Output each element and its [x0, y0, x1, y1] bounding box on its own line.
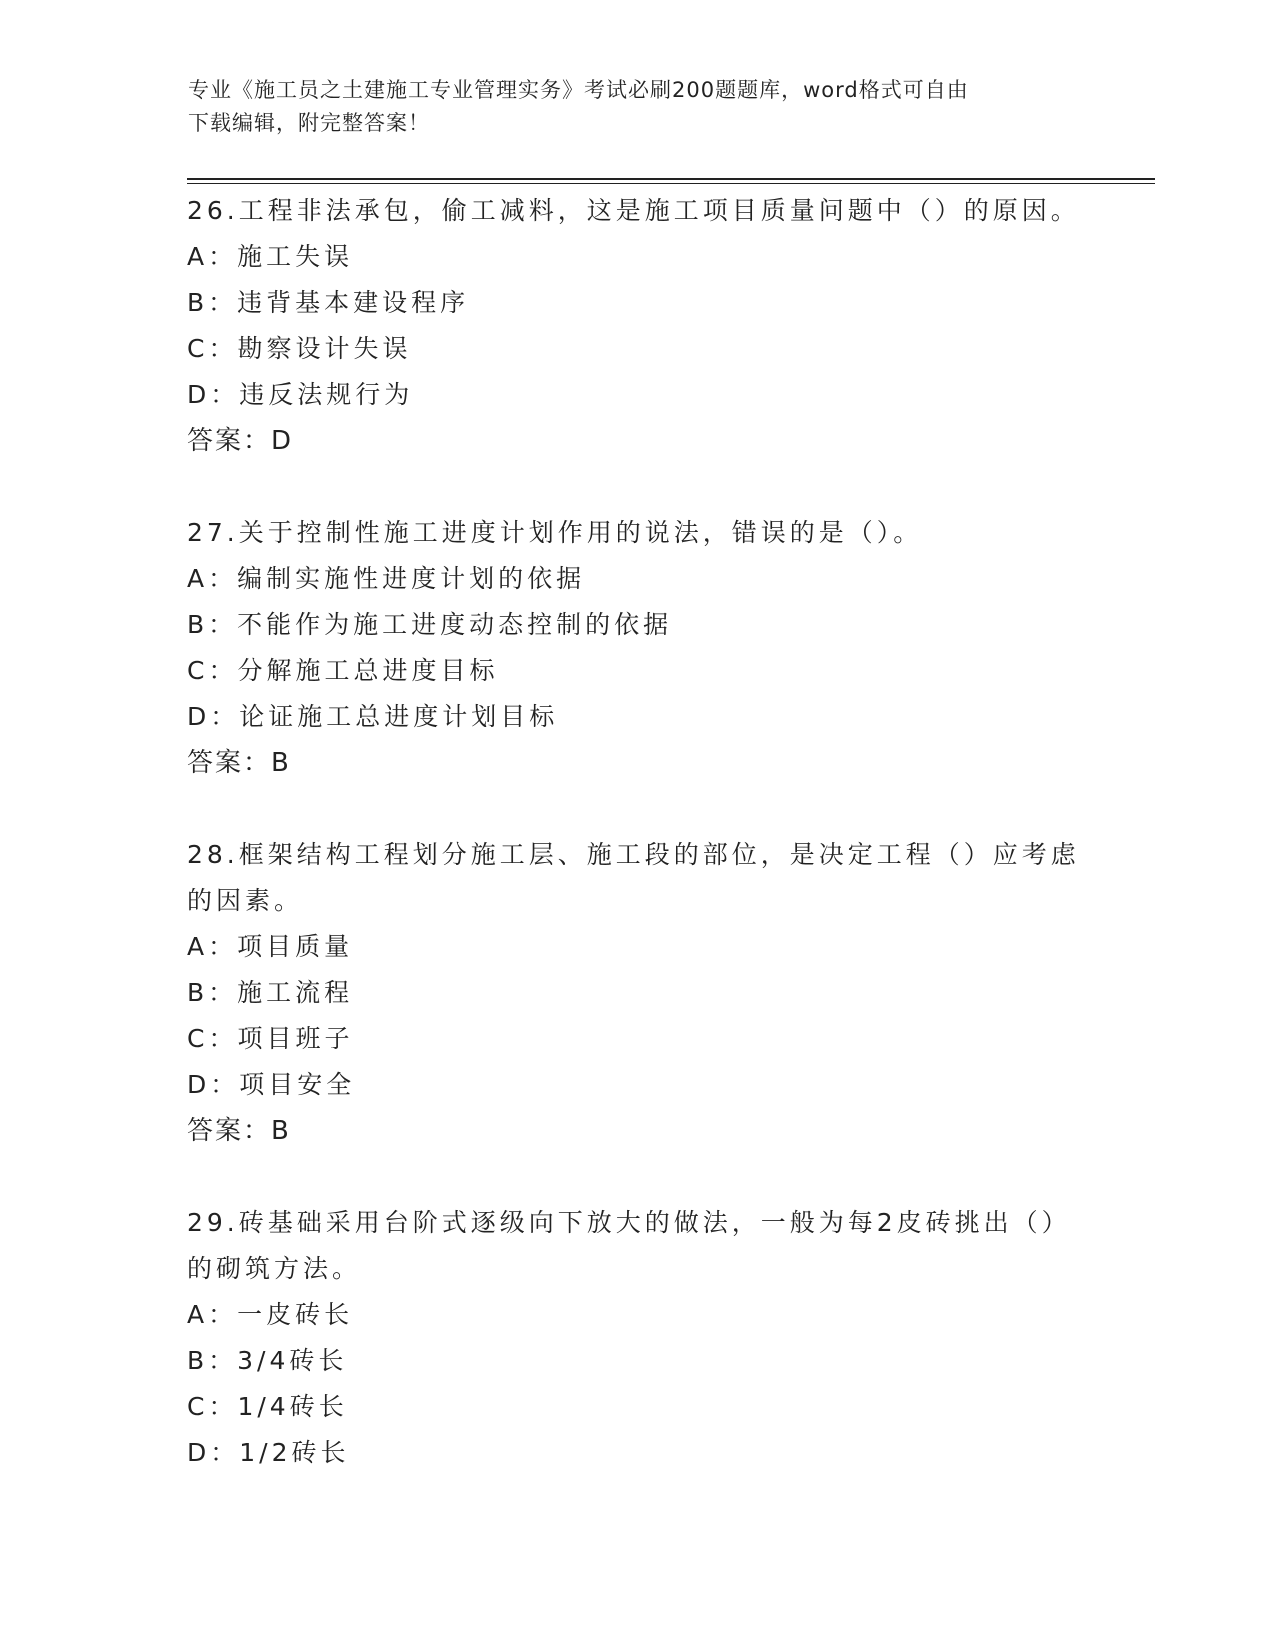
option-d: D：1/2砖长 — [187, 1438, 350, 1467]
option-b: B：违背基本建设程序 — [187, 288, 470, 317]
question-26 — [187, 188, 1087, 464]
option-a: A：一皮砖长 — [187, 1300, 354, 1329]
option-c: C：勘察设计失误 — [187, 334, 412, 363]
question-stem: 29.砖基础采用台阶式逐级向下放大的做法，一般为每2皮砖挑出（）的砌筑方法。 — [187, 1208, 1071, 1283]
option-a: A：编制实施性进度计划的依据 — [187, 564, 586, 593]
header-line-1: 专业《施工员之土建施工专业管理实务》考试必刷200题题库，word格式可自由 — [188, 78, 969, 102]
header-divider-bottom — [187, 183, 1155, 184]
answer: 答案：B — [187, 1116, 291, 1146]
header-divider-top — [187, 178, 1155, 180]
option-a: A：施工失误 — [187, 242, 354, 271]
question-stem: 28.框架结构工程划分施工层、施工段的部位，是决定工程（）应考虑的因素。 — [187, 840, 1080, 915]
option-d: D：项目安全 — [187, 1070, 356, 1099]
question-stem: 27.关于控制性施工进度计划作用的说法，错误的是（）。 — [187, 518, 923, 547]
question-27 — [187, 510, 1087, 786]
option-d: D：违反法规行为 — [187, 380, 414, 409]
option-d: D：论证施工总进度计划目标 — [187, 702, 559, 731]
question-28 — [187, 832, 1087, 1154]
option-b: B：施工流程 — [187, 978, 354, 1007]
question-29 — [187, 1200, 1087, 1476]
option-c: C：1/4砖长 — [187, 1392, 348, 1421]
question-list — [187, 188, 1087, 1522]
option-b: B：3/4砖长 — [187, 1346, 348, 1375]
document-header — [188, 74, 1068, 140]
option-c: C：项目班子 — [187, 1024, 354, 1053]
answer: 答案：B — [187, 748, 291, 778]
option-c: C：分解施工总进度目标 — [187, 656, 499, 685]
answer: 答案：D — [187, 426, 294, 456]
header-line-2: 下载编辑，附完整答案！ — [188, 111, 430, 135]
question-stem: 26.工程非法承包，偷工减料，这是施工项目质量问题中（）的原因。 — [187, 196, 1080, 225]
option-b: B：不能作为施工进度动态控制的依据 — [187, 610, 673, 639]
option-a: A：项目质量 — [187, 932, 354, 961]
